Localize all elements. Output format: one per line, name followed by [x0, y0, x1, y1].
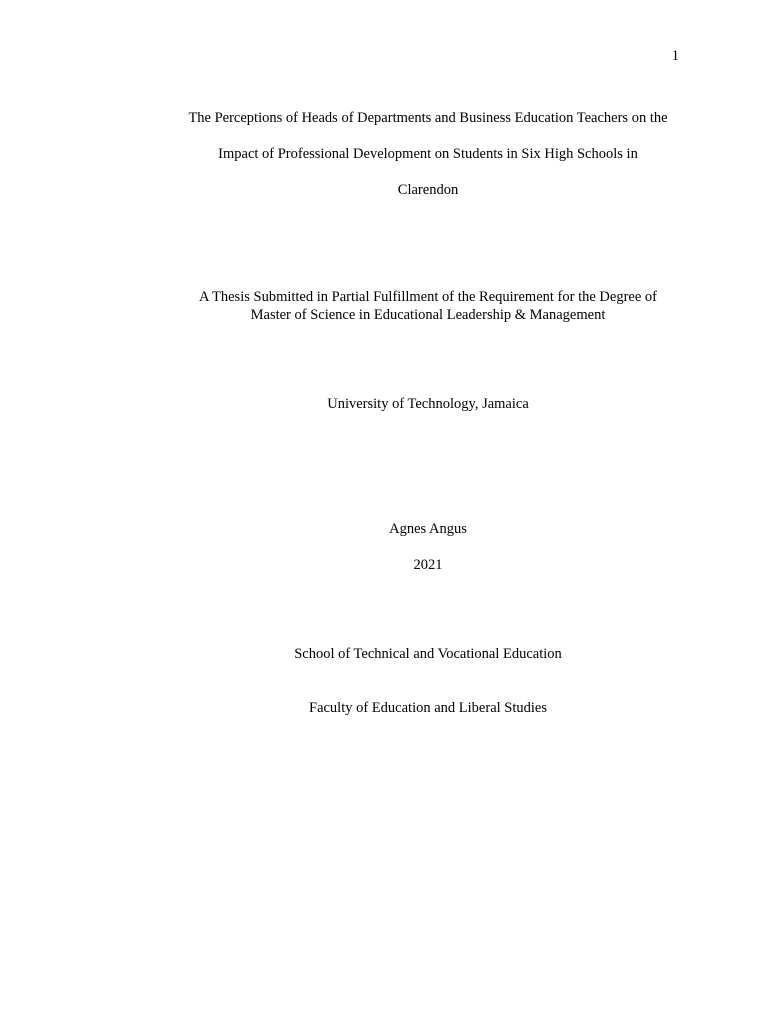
page-number: 1 [671, 48, 679, 64]
thesis-title-line-3: Clarendon [397, 182, 459, 198]
school-name: School of Technical and Vocational Education [294, 646, 562, 662]
thesis-statement-line-1: A Thesis Submitted in Partial Fulfillment of the Requirement for the Degree of [198, 289, 657, 305]
thesis-statement-line-2: Master of Science in Educational Leadership & Management [250, 307, 606, 323]
thesis-statement [178, 288, 678, 324]
author-name: Agnes Angus [389, 521, 467, 537]
university-name: University of Technology, Jamaica [327, 396, 529, 412]
submission-year: 2021 [413, 557, 443, 573]
thesis-title [178, 109, 678, 217]
thesis-title-line-2: Impact of Professional Development on Students in Six High Schools in [218, 146, 638, 162]
thesis-title-line-1: The Perceptions of Heads of Departments and Business Education Teachers on the [188, 110, 668, 126]
faculty-name: Faculty of Education and Liberal Studies [309, 700, 547, 716]
